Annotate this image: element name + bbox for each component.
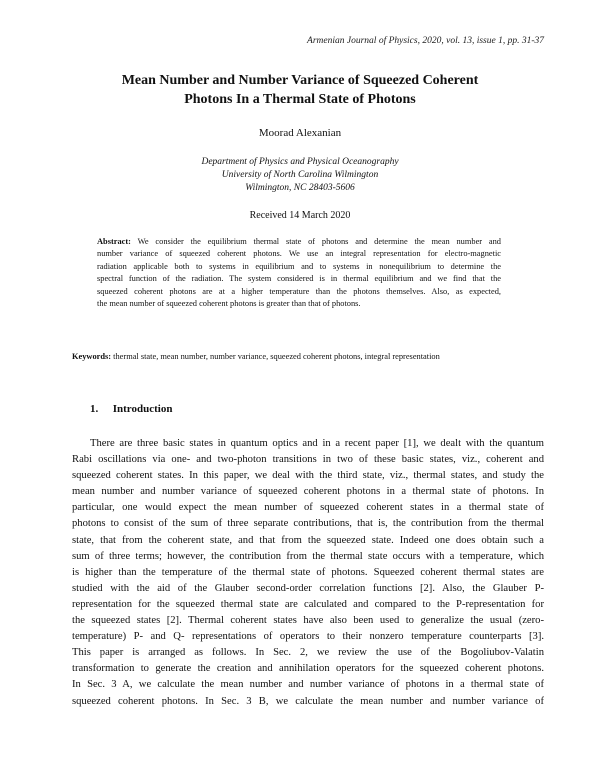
body-line: Rabi oscillations via one- and two-photon transitions in two of these basic states, viz., coherent and <box>72 454 544 466</box>
body-line: the squeezed states [2]. Thermal coherent states have also been used to generalize the usual (zero- <box>72 615 544 627</box>
abstract-line <box>97 236 501 248</box>
abstract-line: radiation applicable both to systems in equilibrium and to systems in nonequilibrium to determine the <box>97 261 501 271</box>
body-line: mean number and number variance of squeezed coherent photons in a thermal state of photons. In <box>72 486 544 498</box>
abstract-line: spectral function of the radiation. The system considered is in thermal equilibrium and we find that the <box>97 274 501 284</box>
body-line: studied with the aid of the Glauber second-order correlation functions [2]. Also, the Glauber P- <box>72 582 544 594</box>
body-line: temperature) P- and Q- representations of operators to their nonzero temperature counterparts [3]. <box>72 631 544 643</box>
affiliation <box>0 156 600 195</box>
body-line: representation for the squeezed thermal state are calculated and compared to the P-representation for <box>72 598 544 610</box>
author-name: Moorad Alexanian <box>258 127 342 139</box>
body-line: is higher than the temperature of the thermal state of photons. Squeezed coherent thermal states are <box>72 566 544 578</box>
section-heading <box>90 403 172 415</box>
affiliation-line: Department of Physics and Physical Oceanography <box>201 157 399 167</box>
body-line: squeezed coherent photons. In Sec. 3 B, we calculate the mean number and number variance of <box>72 695 544 707</box>
abstract-line: squeezed coherent photons are at a higher temperature than the photons themselves. Also, as expected, <box>97 286 501 296</box>
abstract-line: the mean number of squeezed coherent photons is greater than that of photons. <box>97 298 361 308</box>
affiliation-line: Wilmington, NC 28403-5606 <box>245 183 355 193</box>
keywords <box>72 351 532 363</box>
body-line: photons to consist of the sum of three separate contributions, that is, the contribution from the thermal <box>72 518 544 530</box>
body-line: There are three basic states in quantum optics and in a recent paper [1], we dealt with the quantum <box>90 438 544 449</box>
keywords-label: Keywords: <box>72 352 112 361</box>
journal-reference: Armenian Journal of Physics, 2020, vol. 13, issue 1, pp. 31-37 <box>307 36 544 46</box>
body-line: squeezed coherent states. In this paper, we deal with the third state, viz., thermal states, and study the <box>72 470 544 482</box>
title-line: Photons In a Thermal State of Photons <box>184 92 416 107</box>
body-line: transformation to generate the creation and annihilation operators for the squeezed coherent photons. <box>72 663 544 675</box>
affiliation-line: University of North Carolina Wilmington <box>221 170 379 180</box>
paper-title <box>0 71 600 109</box>
keywords-text: thermal state, mean number, number variance, squeezed coherent photons, integral representation <box>113 352 440 361</box>
body-line: state, that from the coherent state, and that from the squeezed state. Indeed one does obtain such a <box>72 534 544 546</box>
received-date: Received 14 March 2020 <box>249 210 351 221</box>
body-text <box>72 436 544 710</box>
abstract-label: Abstract: <box>97 237 131 246</box>
abstract-line: number variance of squeezed coherent photons. We use an integral representation for electro-magnetic <box>97 249 501 259</box>
body-line: In Sec. 3 A, we calculate the mean number and number variance of photons in a thermal state of <box>72 679 544 691</box>
title-line: Mean Number and Number Variance of Squeezed Coherent <box>121 73 479 88</box>
abstract-text: We consider the equilibrium thermal state of photons and determine the mean number and <box>137 237 501 246</box>
section-number: 1. <box>90 403 99 415</box>
body-line: particular, one would expect the mean number of squeezed coherent states in a thermal state of <box>72 502 544 514</box>
body-line: sum of three terms; however, the contribution from the thermal state occurs with a temperature, which <box>72 550 544 562</box>
body-line: This paper is arranged as follows. In Sec. 2, we review the use of the Bogoliubov-Valatin <box>72 647 544 659</box>
section-title: Introduction <box>112 403 173 415</box>
abstract <box>97 236 501 310</box>
